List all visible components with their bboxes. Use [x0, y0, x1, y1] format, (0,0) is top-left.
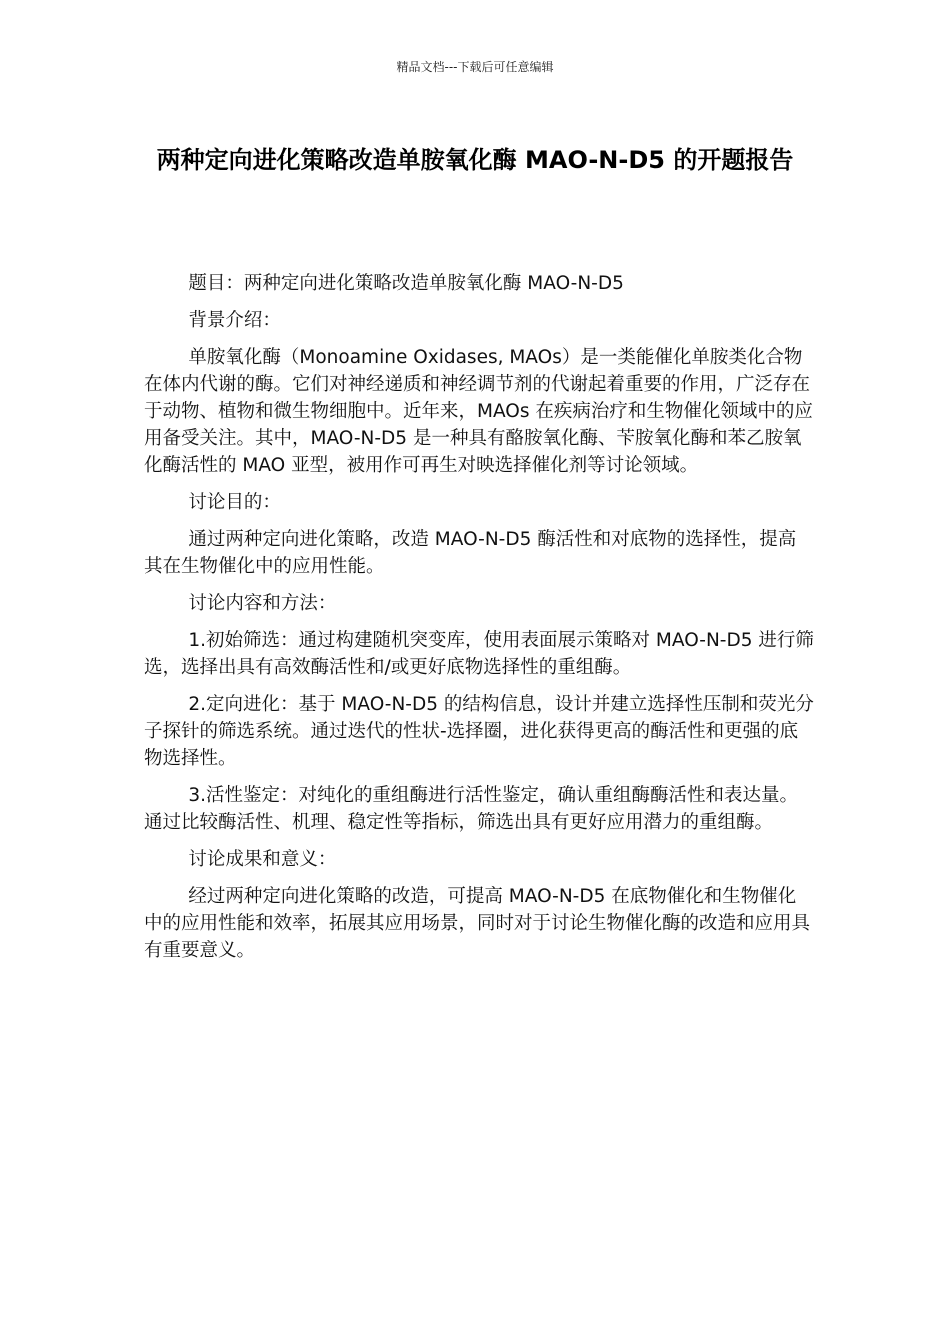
purpose-heading: 讨论目的： — [188, 492, 281, 513]
method-item-activity-identification: 3.活性鉴定：对纯化的重组酶进行活性鉴定，确认重组酶酶活性和表达量。通过比较酶活性、机理、稳定性等指标，筛选出具有更好应用潜力的重组酶。 — [144, 785, 799, 833]
page-header-watermark: 精品文档---下载后可任意编辑 — [396, 60, 554, 74]
background-paragraph: 单胺氧化酶（Monoamine Oxidases, MAOs）是一类能催化单胺类化合物在体内代谢的酶。它们对神经递质和神经调节剂的代谢起着重要的作用，广泛存在于动物、植物和微生物细胞中。近年来，MAOs 在疾病治疗和生物催化领域中的应用备受关注。其中，MAO-N-D5 是一种具有酪胺氧化酶、苄胺氧化酶和苯乙胺氧化酶活性的 MAO 亚型，被用作可再生对映选择催化剂等讨论领域。 — [144, 347, 813, 476]
results-paragraph: 经过两种定向进化策略的改造，可提高 MAO-N-D5 在底物催化和生物催化中的应用性能和效率，拓展其应用场景，同时对于讨论生物催化酶的改造和应用具有重要意义。 — [144, 886, 811, 961]
methods-heading: 讨论内容和方法： — [188, 593, 337, 614]
background-heading: 背景介绍： — [188, 310, 281, 331]
purpose-paragraph: 通过两种定向进化策略，改造 MAO-N-D5 酶活性和对底物的选择性，提高其在生物催化中的应用性能。 — [144, 529, 797, 577]
document-title: 两种定向进化策略改造单胺氧化酶 MAO-N-D5 的开题报告 — [156, 146, 794, 174]
method-item-directed-evolution: 2.定向进化：基于 MAO-N-D5 的结构信息，设计并建立选择性压制和荧光分子探针的筛选系统。通过迭代的性状-选择圈，进化获得更高的酶活性和更强的底物选择性。 — [144, 694, 814, 769]
results-heading: 讨论成果和意义： — [188, 849, 337, 870]
method-item-initial-screening: 1.初始筛选：通过构建随机突变库，使用表面展示策略对 MAO-N-D5 进行筛选，选择出具有高效酶活性和/或更好底物选择性的重组酶。 — [144, 630, 814, 678]
subject-line: 题目：两种定向进化策略改造单胺氧化酶 MAO-N-D5 — [188, 273, 624, 294]
document-body — [144, 270, 814, 974]
